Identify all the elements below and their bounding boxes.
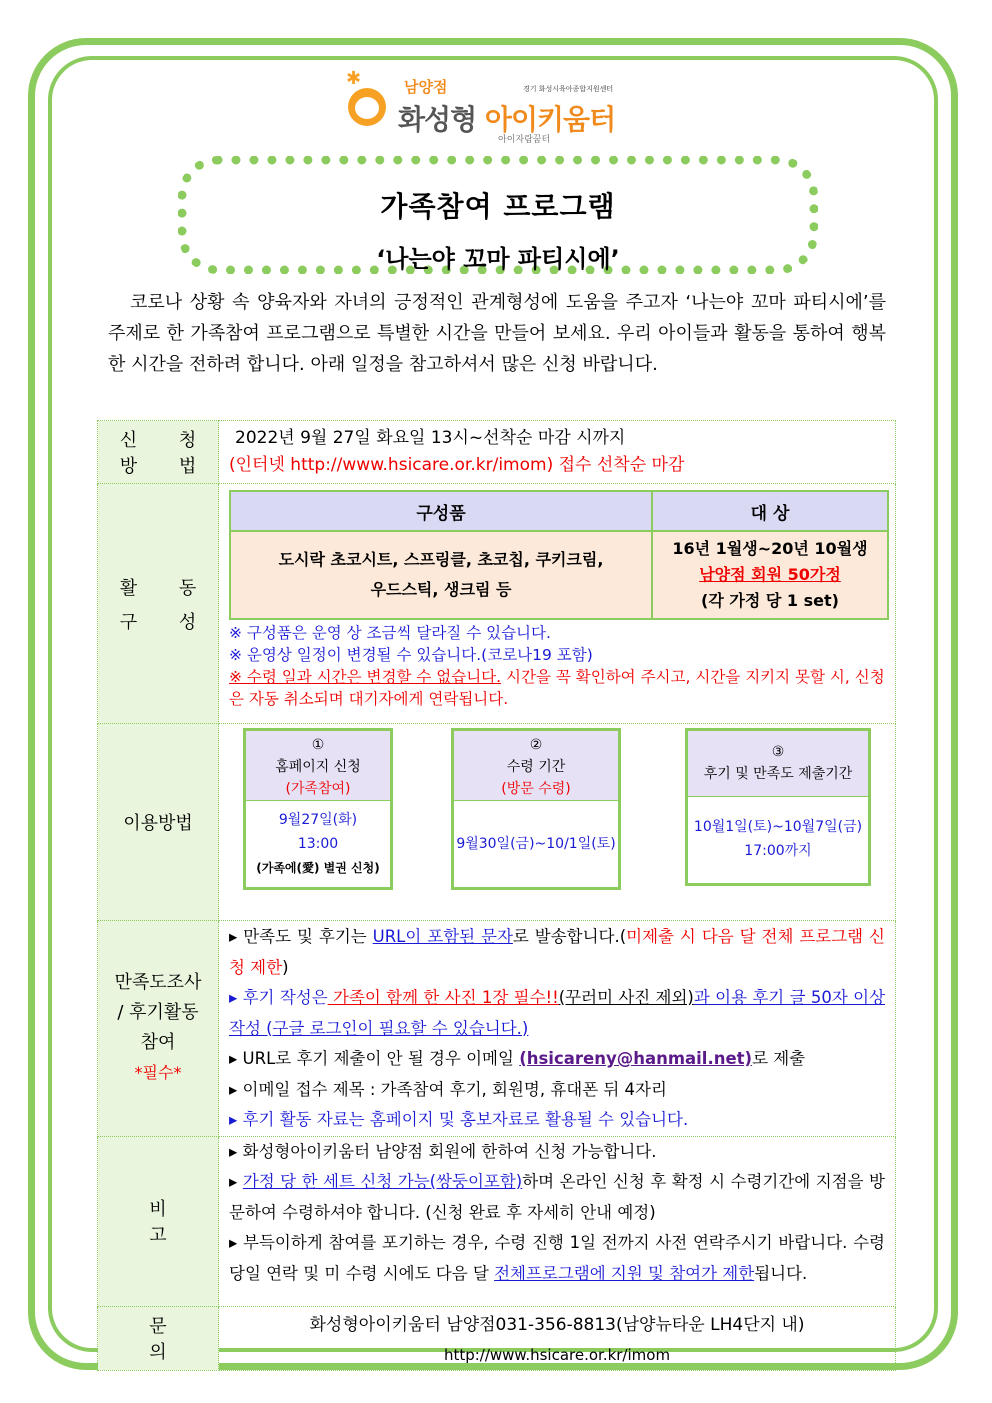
email-link[interactable]: (hsicareny@hanmail.net) xyxy=(519,1049,753,1068)
label-survey: 만족도조사 / 후기활동 참여 *필수* xyxy=(98,921,219,1137)
contact-url[interactable]: http://www.hsicare.or.kr/imom xyxy=(443,1345,671,1364)
label-apply: 신 청 방 법 xyxy=(98,421,219,484)
survey-note-4: ▸ 이메일 접수 제목 : 가족참여 후기, 회원명, 휴대폰 뒤 4자리 xyxy=(229,1079,667,1099)
survey-note-3: ▸ URL로 후기 제출이 안 될 경우 이메일 (hsicareny@hanmail.net)로 제출 xyxy=(229,1049,806,1068)
label-activity: 활 동 구 성 xyxy=(98,484,219,724)
kit-header: 구성품 xyxy=(230,491,652,531)
step-3-card: ③ 후기 및 만족도 제출기간 10월1일(토)~10월7일(금) 17:00까지 xyxy=(685,728,871,886)
step-2-card: ② 수령 기간 (방문 수령) 9월30일(금)~10/1일(토) xyxy=(451,728,621,890)
label-remarks: 비 고 xyxy=(98,1136,219,1306)
row-activity xyxy=(98,484,896,724)
apply-url: (인터넷 http://www.hsicare.or.kr/imom) 접수 선착순 마감 xyxy=(229,455,685,475)
target-header: 대 상 xyxy=(652,491,888,531)
contact-info: 화성형아이키움터 남양점031-356-8813(남양뉴타운 LH4단지 내) xyxy=(309,1314,805,1335)
row-apply xyxy=(98,421,896,484)
row-contact xyxy=(98,1306,896,1370)
kit-table xyxy=(229,490,889,620)
logo-org: 경기 화성시육아종합지원센터 xyxy=(523,85,614,93)
intro-paragraph: 코로나 상황 속 양육자와 자녀의 긍정적인 관계형성에 도움을 주고자 ‘나는야 꼬마 파티시에’를 주제로 한 가족참여 프로그램으로 특별한 시간을 만들어 보세요. 우리 아이들과 활동을 통하여 행복한 시간을 전하려 합니다. 아래 일정을 참고하셔서 많은 신청 바랍니다. xyxy=(108,292,886,375)
row-usage xyxy=(98,724,896,921)
logo-tagline: 아이자람꿈터 xyxy=(498,135,551,145)
apply-schedule: 2022년 9월 27일 화요일 13시~선착순 마감 시까지 xyxy=(235,428,626,448)
survey-note-5: ▸ 후기 활동 자료는 홈페이지 및 홍보자료로 활용될 수 있습니다. xyxy=(229,1110,689,1129)
label-contact: 문 의 xyxy=(98,1306,219,1370)
logo-branch: 남양점 xyxy=(404,78,448,96)
row-remarks xyxy=(98,1136,896,1306)
kit-items: 도시락 초코시트, 스프링클, 초코칩, 쿠키크림, 우드스틱, 생크림 등 xyxy=(230,531,652,619)
logo xyxy=(346,68,648,145)
child-face-icon xyxy=(348,88,386,126)
info-table xyxy=(97,420,896,1371)
sun-icon: ✱ xyxy=(346,68,362,89)
logo-name: 화성형 아이키움터 xyxy=(398,103,616,136)
url-sms-link[interactable]: URL이 포함된 문자 xyxy=(372,927,513,946)
row-survey xyxy=(98,921,896,1137)
remark-1: ▸ 화성형아이키움터 남양점 회원에 한하여 신청 가능합니다. xyxy=(229,1141,657,1161)
page-title: 가족참여 프로그램 xyxy=(380,190,616,223)
activity-notes: ※ 구성품은 운영 상 조금씩 달라질 수 있습니다. ※ 운영상 일정이 변경될 수 있습니다.(코로나19 포함) ※ 수령 일과 시간은 변경할 수 없습니다. 시간을 꼭 확인하여 주시고, 시간을 지키지 못할 시, 신청은 자동 취소되며 대기자에게 연락됩니다. xyxy=(229,624,885,708)
program-name: ‘나는야 꼬마 파티시에’ xyxy=(376,245,620,273)
title-box xyxy=(178,156,818,274)
step-1-card: ① 홈페이지 신청 (가족참여) 9월27일(화) 13:00 (가족에(愛) 별권 신청) xyxy=(243,728,393,890)
survey-note-2: ▸ 후기 작성은 가족이 함께 한 사진 1장 필수!!(꾸러미 사진 제외)과 이용 후기 글 50자 이상 작성 (구글 로그인이 필요할 수 있습니다.) xyxy=(229,988,886,1038)
remark-2: ▸ 가정 당 한 세트 신청 가능(쌍둥이포함)하며 온라인 신청 후 확정 시 수령기간에 지점을 방문하여 수령하셔야 합니다. (신청 완료 후 자세히 안내 예정) xyxy=(229,1172,885,1222)
survey-note-1: ▸ 만족도 및 후기는 URL이 포함된 문자로 발송합니다.(미제출 시 다음 달 전체 프로그램 신청 제한) xyxy=(229,927,885,977)
remark-3: ▸ 부득이하게 참여를 포기하는 경우, 수령 진행 1일 전까지 사전 연락주시기 바랍니다. 수령 당일 연락 및 미 수령 시에도 다음 달 전체프로그램에 지원 및 참여가 제한됩니다. xyxy=(229,1233,885,1283)
label-usage: 이용방법 xyxy=(98,724,219,921)
target-info: 16년 1월생~20년 10월생 남양점 회원 50가정 (각 가정 당 1 set) xyxy=(652,531,888,619)
